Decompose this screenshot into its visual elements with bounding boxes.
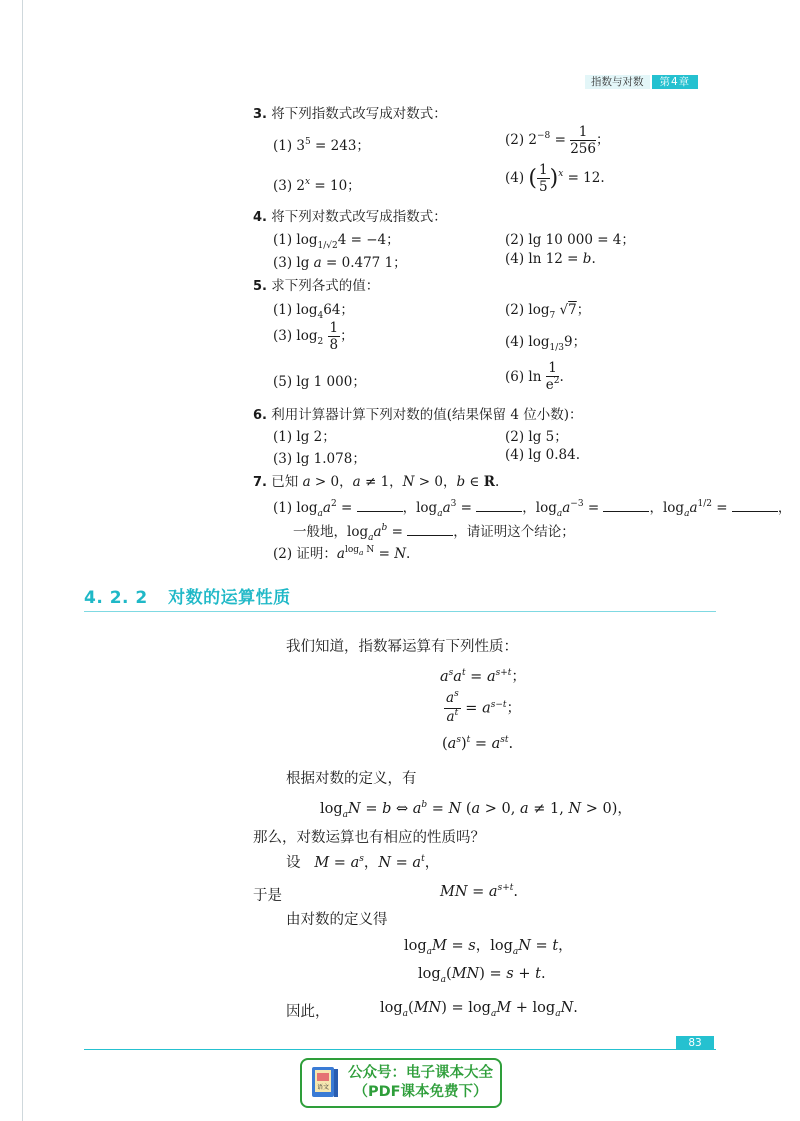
- exercise-3-item-2: (2) $2^{-8}$ = $\frac{1}{256}$ ；: [505, 124, 610, 157]
- exercise-7-heading: 7. 已知 a > 0，a ≠ 1，N > 0，b ∈ R.: [253, 474, 500, 490]
- watermark-badge: [300, 1058, 502, 1108]
- exercise-6-item-4: (4) lg 0.84.: [505, 447, 581, 463]
- formula-power: $(a^s)^t = a^{st}$.: [442, 735, 514, 752]
- chapter-title: 指数与对数: [585, 75, 650, 89]
- svg-text:语文: 语文: [316, 1084, 330, 1091]
- formula-product-rule: $\log_a(MN) = \log_aM + \log_aN$.: [380, 1000, 578, 1019]
- exercise-4-item-4: (4) ln 12 = b.: [505, 251, 596, 267]
- footer-rule: [84, 1049, 716, 1050]
- definition-lead: 根据对数的定义，有: [286, 771, 417, 787]
- exercise-3-item-1: (1) $3^5 = 243$；: [273, 137, 370, 154]
- exercise-6-item-3: (3) lg 1.078；: [273, 451, 366, 467]
- formula-log-mn: $\log_a(MN) = s + t$.: [418, 966, 546, 985]
- exercise-7-part-1-general: 一般地，$\log_aa^b$ = ，请证明这个结论；: [293, 523, 575, 543]
- question-text: 那么，对数运算也有相应的性质吗？: [253, 830, 485, 846]
- chapter-label: 第4章: [652, 75, 699, 89]
- watermark-text: 公众号：电子课本大全 （PDF课本免费下）: [348, 1065, 493, 1100]
- exercise-5-item-4: (4) $\log_{1/3}9$；: [505, 334, 587, 353]
- exercise-6-item-2: (2) lg 5；: [505, 429, 568, 445]
- then-label: 于是: [253, 888, 282, 904]
- exercise-5-item-3: (3) $\log_2$ $\frac{1}{8}$ ；: [273, 320, 354, 353]
- exercise-6-heading: 6. 利用计算器计算下列对数的值(结果保留 4 位小数)：: [253, 407, 583, 423]
- exercise-5-item-5: (5) lg 1 000；: [273, 374, 366, 390]
- let-statement: 设 $M = a^s$，$N = a^t$，: [286, 854, 440, 871]
- exercise-7-part-2: (2) 证明：$a^{log_a N} = N$.: [273, 545, 411, 562]
- exercise-3-item-4: (4) ( $\frac{1}{5}$ )$^x$ = 12.: [505, 162, 605, 195]
- section-title: 对数的运算性质: [168, 588, 291, 608]
- running-header: [585, 75, 698, 89]
- exercise-4-item-2: (2) lg 10 000 = 4；: [505, 232, 635, 248]
- exercise-4-heading: 4. 将下列对数式改写成指数式：: [253, 209, 447, 225]
- page-number: 83: [676, 1036, 714, 1050]
- exercise-5-item-1: (1) $\log_464$；: [273, 302, 354, 321]
- section-divider: [84, 611, 716, 612]
- exercise-6-item-1: (1) lg 2；: [273, 429, 336, 445]
- section-number: 4. 2. 2: [84, 588, 148, 608]
- exercise-3-item-3: (3) $2^x = 10$；: [273, 177, 361, 194]
- exercise-3-heading: 3. 将下列指数式改写成对数式：: [253, 106, 447, 122]
- section-heading: [84, 583, 291, 608]
- from-definition-text: 由对数的定义得: [286, 912, 388, 928]
- formula-product: $a^sa^t = a^{s+t}$；: [440, 668, 526, 685]
- book-logo-icon: [310, 1065, 340, 1101]
- intro-text: 我们知道，指数幂运算有下列性质：: [286, 639, 518, 655]
- exercise-5-item-2: (2) $\log_7 √7$；: [505, 302, 591, 321]
- formula-quotient: $\frac{a^s}{a^t}$ = $a^{s-t}$；: [446, 689, 521, 725]
- exercise-5-item-6: (6) ln $\frac{1}{e^2}$ .: [505, 360, 564, 393]
- exercise-7-part-1: (1) $\log_aa^2$ = ，$\log_aa^3$ = ，$\log_aa^{-3}$ = ，$\log_aa^{1/2}$ = ，: [273, 499, 792, 519]
- exercise-4-item-1: (1) $\log_{1/√2}4 = -4$；: [273, 232, 400, 251]
- formula-logs: $\log_aM = s$，$\log_aN = t$，: [404, 938, 573, 957]
- exercise-5-heading: 5. 求下列各式的值：: [253, 278, 380, 294]
- therefore-label: 因此，: [286, 1004, 330, 1020]
- exercise-4-item-3: (3) lg a = 0.477 1；: [273, 255, 407, 271]
- definition-formula: $\log_aN = b$ ⇔ $a^b = N$ (a > 0, a ≠ 1, N > 0)，: [320, 800, 632, 820]
- formula-mn: MN = $a^{s+t}$.: [440, 883, 518, 900]
- left-margin-rule: [22, 0, 23, 1121]
